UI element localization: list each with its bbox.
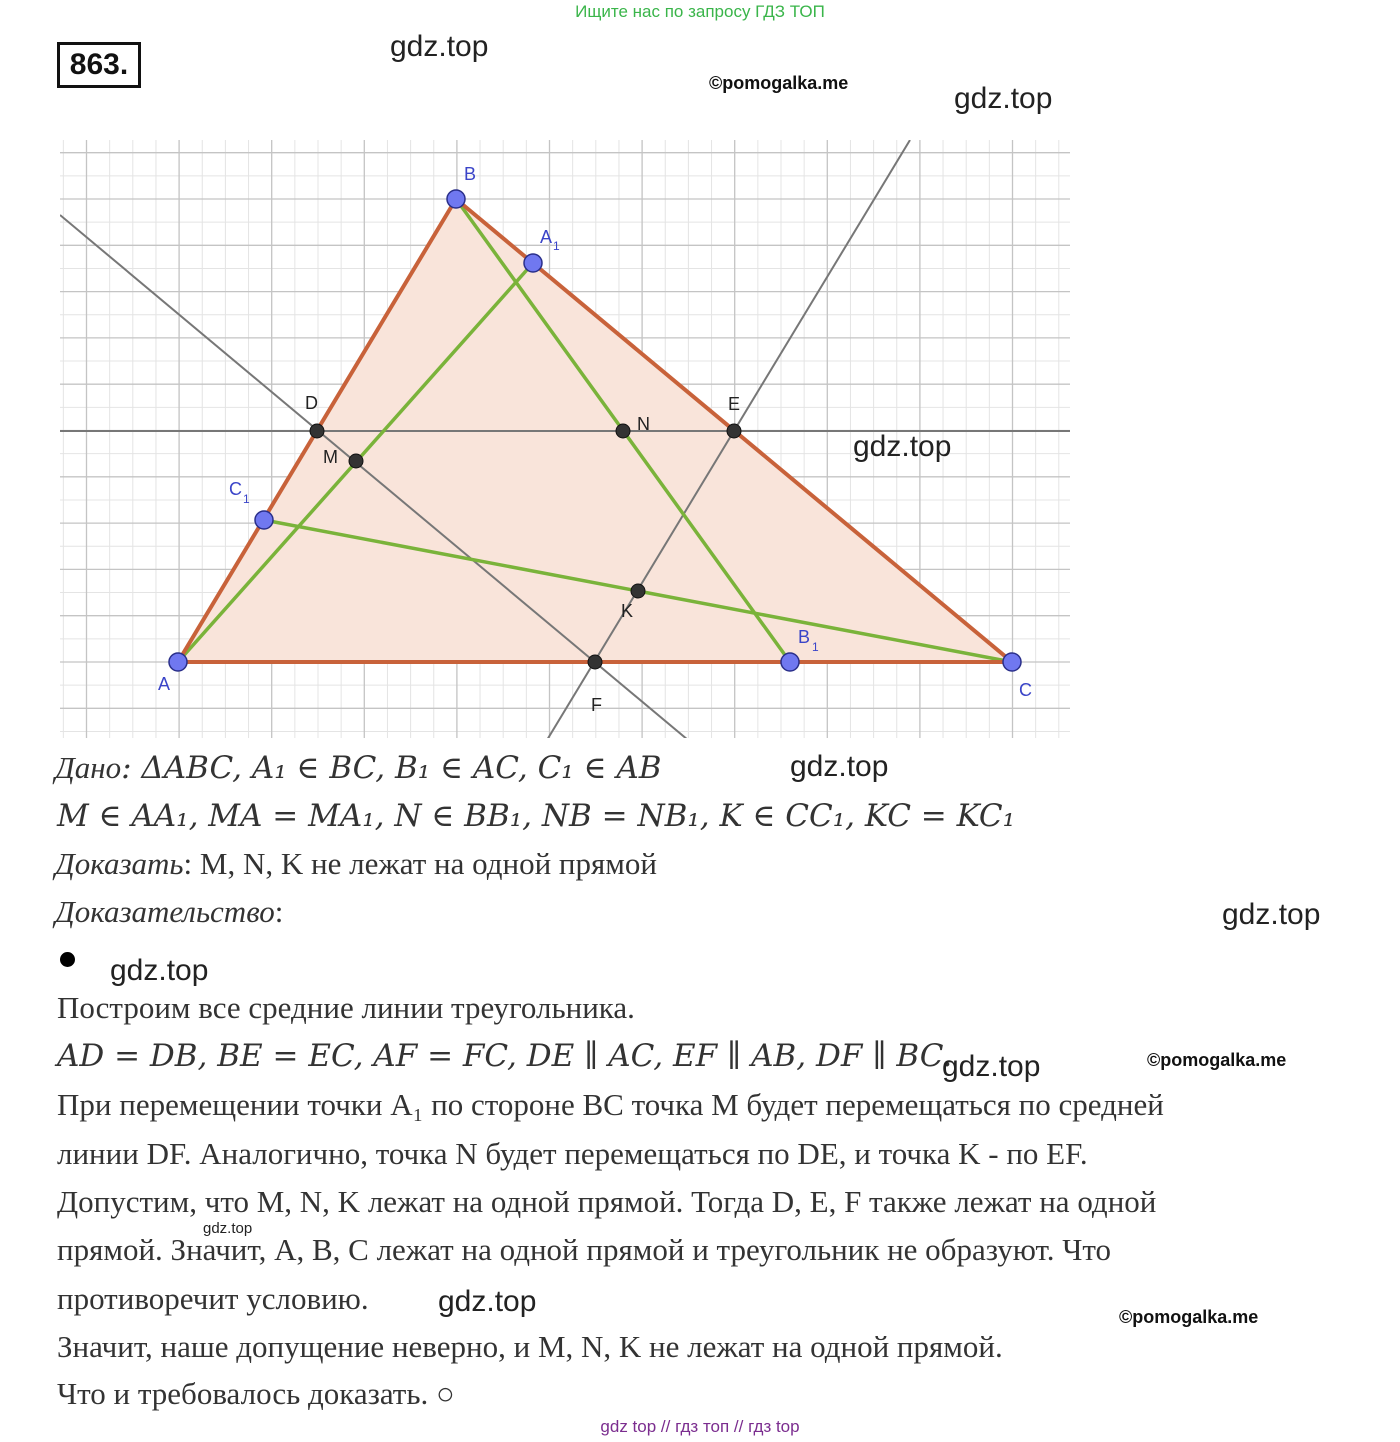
given-line-2: M ∈ AA₁, MA = MA₁, N ∈ BB₁, NB = NB₁, K ∈ CC₁, KC = KC₁ [57,798,1016,834]
watermark-pomogalka: ©pomogalka.me [1119,1307,1259,1327]
watermark-gdz: gdz.top [390,30,489,63]
given-line-1 [55,750,662,786]
proof-label: Доказательство [55,894,275,929]
watermark-pomogalka: ©pomogalka.me [1147,1050,1287,1070]
label-a: A [158,674,171,694]
point-n [616,424,630,438]
label-b1-sub: 1 [812,640,819,654]
label-n: N [637,414,650,434]
proof-p2: AD = DB, BE = EC, AF = FC, DE ∥ AC, EF ∥ AB, DF ∥ BC. [57,1038,953,1074]
task-number: 863. [57,42,141,88]
watermark-gdz: gdz.top [110,954,209,987]
point-d [310,424,324,438]
point-c1 [255,511,273,529]
point-a [169,653,187,671]
watermark-gdz-small: gdz.top [203,1220,253,1237]
label-c1: C [229,479,242,499]
proof-p8: Значит, наше допущение неверно, и M, N, K не лежат на одной прямой. [57,1329,1003,1364]
watermark-gdz: gdz.top [790,750,889,783]
label-f: F [591,695,602,715]
watermark-gdz: gdz.top [853,430,952,463]
top-banner: Ищите нас по запросу ГДЗ ТОП [575,2,825,21]
point-f [588,655,602,669]
watermark-gdz: gdz.top [438,1285,537,1318]
point-a1 [524,254,542,272]
proof-p4: линии DF. Аналогично, точка N будет перемещаться по DE, и точка K - по EF. [57,1136,1088,1171]
label-b: B [464,164,477,184]
watermark-gdz: gdz.top [1222,898,1321,931]
proof-p9: Что и требовалось доказать. ○ [57,1376,455,1411]
proof-heading [55,894,283,930]
label-b1: B [798,627,811,647]
watermark-gdz: gdz.top [954,82,1053,115]
point-c [1003,653,1021,671]
point-b [447,190,465,208]
point-m [349,454,363,468]
prove-text: : M, N, K не лежат на одной прямой [183,846,657,881]
proof-p6: прямой. Значит, A, B, C лежат на одной прямой и треугольник не образуют. Что [57,1232,1112,1267]
point-b1 [781,653,799,671]
footer-links: gdz top // гдз топ // гдз top [600,1417,800,1436]
given-text-1: : ΔABC, A₁ ∈ BC, B₁ ∈ AC, C₁ ∈ AB [121,750,662,786]
label-c: C [1019,680,1032,700]
label-c1-sub: 1 [243,492,250,506]
proof-p1: Построим все средние линии треугольника. [57,990,635,1025]
point-e [727,424,741,438]
label-a1: A [540,227,553,247]
proof-p5: Допустим, что M, N, K лежат на одной прямой. Тогда D, E, F также лежат на одной [57,1184,1157,1219]
proof-p3: При перемещении точки A₁ по стороне BC точка M будет перемещаться по средней [57,1087,1164,1122]
bullet [60,952,75,967]
label-d: D [305,393,318,413]
given-label: Дано [55,750,122,785]
point-k [631,584,645,598]
watermark-gdz: gdz.top [942,1050,1041,1083]
prove-label: Доказать [55,846,184,881]
label-a1-sub: 1 [553,239,560,253]
prove-line [55,846,657,882]
proof-colon: : [274,894,284,929]
label-e: E [728,394,741,414]
label-m: M [323,447,338,467]
label-k: K [621,601,634,621]
watermark-pomogalka: ©pomogalka.me [709,73,849,93]
proof-p7: противоречит условию. [57,1281,369,1316]
